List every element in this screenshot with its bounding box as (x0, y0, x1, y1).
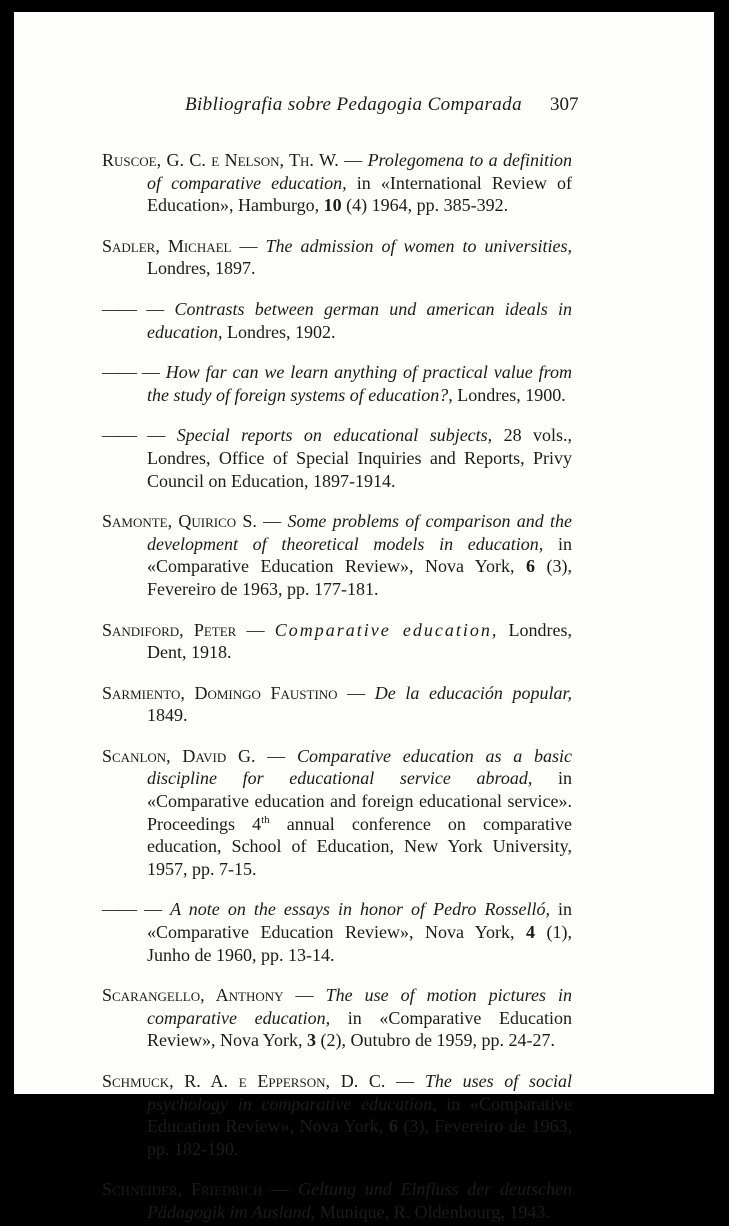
entry-author-repeat-dash: —— (102, 425, 136, 446)
entry-title: Prolegomena to a definition of comparative education, (147, 150, 573, 193)
entry-separator: — (256, 511, 288, 532)
entry-separator: — (136, 899, 171, 920)
entry-details: in «Comparative Education Review», Nova York, (147, 533, 572, 577)
entry-volume: 6 (525, 556, 535, 577)
entry-details: (1), Junho de 1960, pp. 13-14. (147, 922, 572, 965)
book-page (14, 12, 714, 1222)
entry-separator: — (338, 150, 368, 170)
entry-details: in «International Review of Education», Hamburgo, (147, 172, 572, 216)
entry-details: (3), Fevereiro de 1963, pp. 182-190. (147, 1116, 572, 1159)
entry-details: in «Comparative Education Review», Nova York, (147, 899, 572, 943)
entry-title: How far can we learn anything of practical value from the study of foreign systems of education?, (147, 362, 572, 405)
bibliography-entry (102, 984, 572, 1052)
entry-volume: 10 (323, 195, 342, 216)
entry-author: Samonte, Quirico S. (102, 511, 257, 532)
entry-separator: — (262, 1179, 298, 1200)
entry-volume: 3 (307, 1030, 316, 1051)
entry-details: Londres, 1902. (222, 321, 336, 342)
entry-title: A note on the essays in honor of Pedro Rosselló, (170, 899, 550, 920)
entry-author: Ruscoe, G. C. e Nelson, Th. W. (102, 150, 339, 170)
entry-details: (3), Fevereiro de 1963, pp. 177-181. (147, 556, 572, 599)
bibliography-entry (102, 424, 572, 492)
bibliography-entry (102, 898, 572, 966)
running-title: Bibliografia sobre Pedagogia Comparada (185, 94, 522, 115)
entry-author: Sandiford, Peter (102, 619, 237, 640)
entry-details: Londres, Dent, 1918. (147, 619, 572, 663)
entry-details: 28 vols., Londres, Office of Special Inquiries and Reports, Privy Council on Education, 1897-1914. (147, 425, 572, 491)
entry-volume: 6 (388, 1116, 398, 1137)
entry-details: annual conference on comparative education, School of Education, New York University, 1957, pp. 7-15. (147, 813, 573, 879)
bibliography-list (102, 131, 572, 1226)
entry-separator: — (136, 425, 177, 446)
entry-details: (2), Outubro de 1959, pp. 24-27. (316, 1030, 555, 1051)
entry-superscript: th (261, 813, 270, 826)
entry-separator: — (231, 235, 266, 256)
bibliography-entry (102, 619, 572, 664)
entry-author-repeat-dash: —— (102, 899, 136, 920)
entry-author: Sadler, Michael (102, 235, 232, 256)
entry-author: Sarmiento, Domingo Faustino (102, 682, 338, 703)
entry-details: in «Comparative Education Review», Nova York, (147, 1093, 572, 1137)
entry-author: Schneider, Friedrich (102, 1179, 263, 1200)
bibliography-entry (102, 298, 572, 343)
entry-author: Scanlon, David G. (102, 745, 256, 766)
entry-title: Geltung und Einfluss der deutschen Pädagogik im Ausland, (147, 1179, 572, 1222)
bibliography-entry (102, 235, 572, 280)
entry-details: Munique, R. Oldenbourg, 1943. (315, 1201, 550, 1222)
entry-separator: — (236, 619, 275, 640)
entry-details: Londres, 1900. (452, 384, 566, 405)
entry-author: Scarangello, Anthony (102, 985, 284, 1006)
entry-title: The admission of women to universities, (265, 235, 572, 256)
entry-title: The use of motion pictures in comparative education, (147, 985, 572, 1028)
entry-title: Comparative education as a basic discipline for educational service abroad, (147, 745, 572, 789)
entry-volume: 4 (525, 922, 535, 943)
bibliography-entry (102, 1070, 572, 1160)
page-header (14, 94, 714, 118)
page-number: 307 (550, 94, 579, 115)
bibliography-entry (102, 361, 572, 406)
entry-separator: — (255, 745, 298, 766)
bibliography-entry (102, 1178, 572, 1223)
entry-details: Londres, 1897. (147, 258, 256, 279)
bibliography-entry (102, 510, 572, 600)
entry-separator: — (283, 985, 326, 1006)
entry-author-repeat-dash: —— (102, 362, 136, 383)
entry-details: in «Comparative Education Review», Nova York, (147, 1007, 572, 1051)
entry-title: Some problems of comparison and the development of theoretical models in education, (147, 511, 573, 554)
bibliography-entry (102, 149, 572, 217)
entry-title: The uses of social psychology in comparative education, (147, 1071, 573, 1114)
entry-separator: — (337, 682, 375, 703)
entry-separator: — (136, 298, 175, 319)
entry-separator: — (136, 362, 166, 383)
bibliography-entry (102, 745, 572, 881)
entry-details: (4) 1964, pp. 385-392. (341, 195, 509, 216)
entry-details: in «Comparative education and foreign educational service». Proceedings 4 (147, 768, 572, 834)
entry-author: Schmuck, R. A. e Epperson, D. C. (102, 1071, 386, 1091)
entry-title: Special reports on educational subjects, (176, 425, 493, 446)
entry-title: Comparative education, (274, 619, 499, 640)
entry-separator: — (385, 1071, 425, 1091)
entry-title: Contrasts between german und american ideals in education, (147, 298, 572, 342)
entry-author-repeat-dash: —— (102, 298, 136, 319)
entry-details: 1849. (147, 705, 188, 726)
entry-title: De la educación popular, (374, 682, 573, 703)
bibliography-entry (102, 682, 572, 727)
